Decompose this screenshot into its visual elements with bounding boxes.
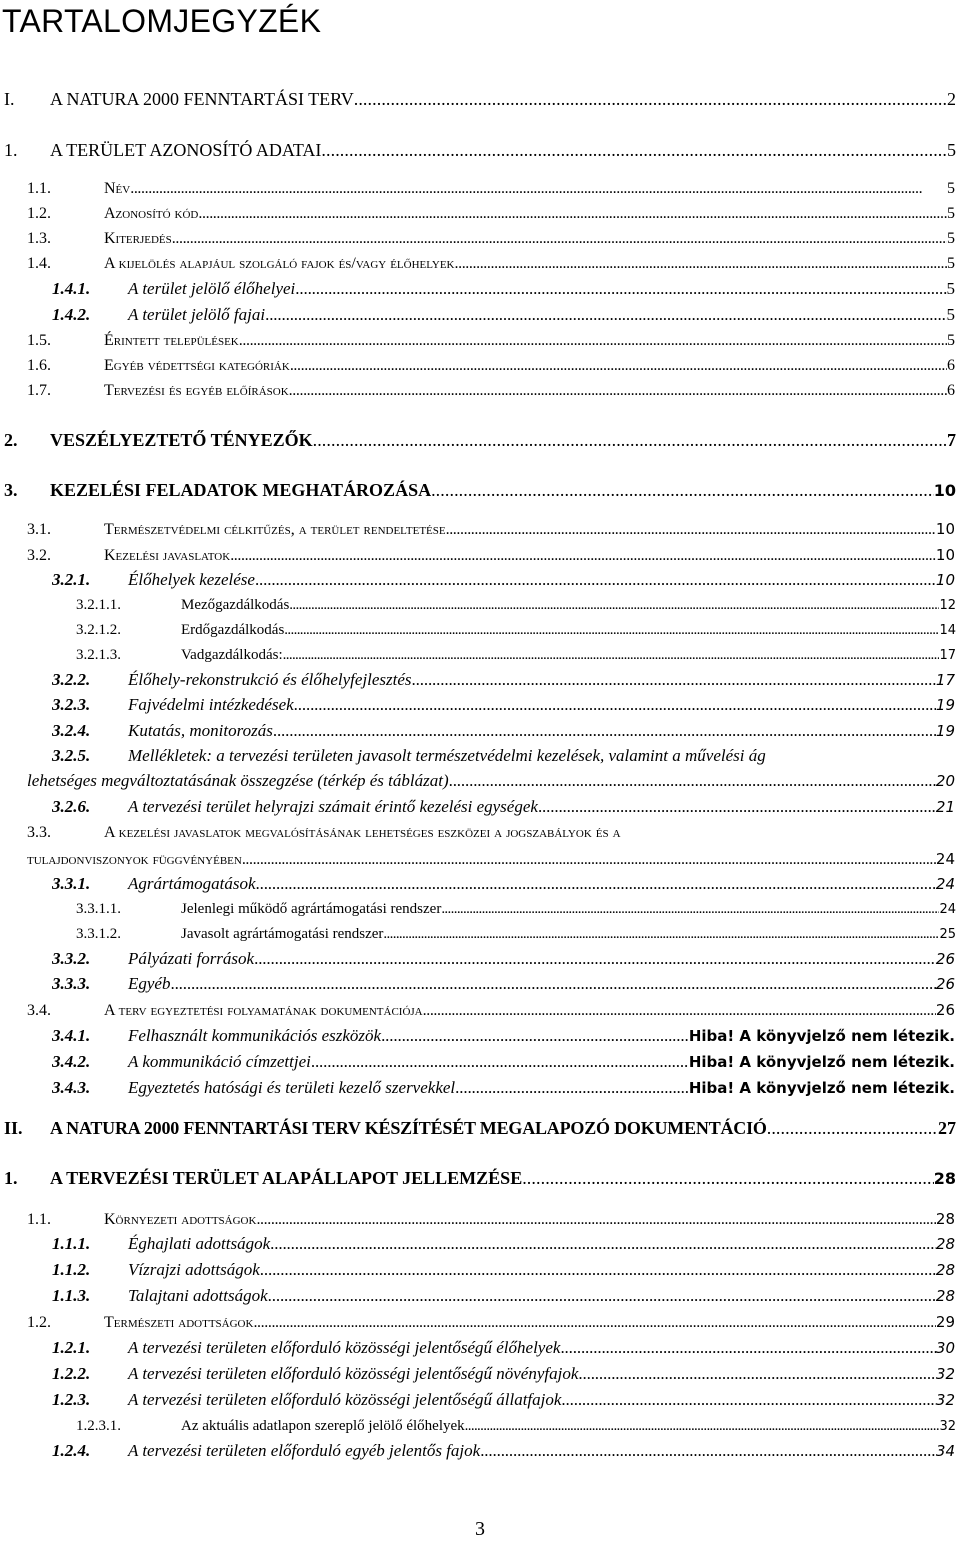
- entry-title: Tervezési és egyéb előírások: [104, 382, 289, 399]
- entry-number: 1.1.: [27, 1211, 51, 1228]
- entry-title: Mellékletek: a tervezési területen javasolt természetvédelmi kezelések, valamint a művelési ág: [128, 746, 766, 765]
- entry-page: 25: [939, 927, 956, 942]
- toc-entry[interactable]: [27, 228, 955, 250]
- toc-entry[interactable]: [27, 848, 955, 870]
- entry-number: 1.4.: [27, 255, 51, 272]
- dot-leader: [256, 1209, 935, 1230]
- entry-number: 3.2.4.: [52, 721, 91, 740]
- entry-number: 1.2.: [27, 1314, 51, 1331]
- entry-number: 3.4.: [27, 1002, 51, 1019]
- entry-page: 19: [935, 696, 955, 714]
- entry-number: 1.1.: [27, 180, 51, 197]
- dot-leader: [423, 1000, 936, 1021]
- entry-page: 5: [947, 180, 955, 197]
- entry-number: 3.2.1.2.: [76, 622, 121, 638]
- dot-leader: [172, 228, 947, 250]
- toc-entry[interactable]: [4, 1117, 956, 1139]
- entry-page: 5: [947, 332, 955, 349]
- entry-number: 3.2.1.3.: [76, 647, 121, 663]
- toc-entry[interactable]: [52, 694, 955, 716]
- entry-number: 3.2.1.: [52, 570, 91, 589]
- entry-title: Azonosító kód: [104, 205, 199, 222]
- entry-number: 3.3.1.: [52, 874, 91, 893]
- toc-entry[interactable]: [76, 1415, 956, 1437]
- entry-page: 6: [947, 382, 955, 399]
- toc-entry[interactable]: [27, 999, 955, 1021]
- entry-number: 3.3.1.1.: [76, 901, 121, 917]
- entry-title: KEZELÉSI FELADATOK MEGHATÁROZÁSA: [50, 480, 432, 500]
- toc-entry[interactable]: [4, 139, 956, 161]
- entry-title: A tervezési területen előforduló közösségi jelentőségű állatfajok: [128, 1390, 562, 1409]
- entry-title: A terület jelölő fajai: [128, 305, 266, 324]
- entry-number: 1.3.: [27, 230, 51, 247]
- entry-number: 1.7.: [27, 382, 51, 399]
- entry-number: 3.: [4, 480, 18, 500]
- entry-title: A tervezési területen előforduló közösségi jelentőségű növényfajok: [128, 1364, 579, 1383]
- toc-entry[interactable]: [27, 203, 955, 225]
- entry-number: 3.3.3.: [52, 974, 91, 993]
- toc-entry[interactable]: [4, 429, 956, 451]
- entry-title: Élőhelyek kezelése: [128, 570, 255, 589]
- entry-title: Kiterjedés: [104, 230, 172, 247]
- entry-title: Egyeztetés hatósági és területi kezelő szervekkel: [128, 1078, 456, 1097]
- toc-entry[interactable]: [52, 304, 955, 326]
- dot-leader: [449, 770, 936, 792]
- entry-page: 5: [947, 140, 956, 160]
- entry-number: 3.2.2.: [52, 670, 91, 689]
- toc-entry[interactable]: [52, 1025, 955, 1047]
- entry-page: 34: [935, 1442, 955, 1460]
- entry-page: 32: [935, 1391, 955, 1409]
- entry-number: 3.1.: [27, 521, 51, 538]
- entry-title: Élőhely-rekonstrukció és élőhelyfejlesztés: [128, 670, 412, 689]
- entry-title: A NATURA 2000 FENNTARTÁSI TERV: [50, 89, 354, 109]
- entry-number: 3.2.6.: [52, 797, 91, 816]
- entry-title: Felhasznált kommunikációs eszközök: [128, 1026, 382, 1045]
- toc-entry[interactable]: [52, 569, 955, 591]
- entry-page: 5: [947, 230, 955, 247]
- entry-number: 1.5.: [27, 332, 51, 349]
- toc-entry[interactable]: [4, 88, 956, 110]
- entry-page: 32: [935, 1365, 955, 1383]
- entry-page: 17: [935, 671, 955, 689]
- bookmark-error: Hiba! A könyvjelző nem létezik.: [688, 1079, 955, 1097]
- entry-number: 3.4.2.: [52, 1052, 91, 1071]
- dot-leader: [254, 948, 936, 970]
- entry-title: A TERÜLET AZONOSÍTÓ ADATAI: [50, 140, 322, 160]
- entry-number: 1.: [4, 1168, 18, 1188]
- toc-entry[interactable]: [52, 973, 955, 995]
- entry-number: 1.1.3.: [52, 1286, 91, 1305]
- toc-entry[interactable]: [52, 278, 955, 300]
- dot-leader: [283, 644, 940, 666]
- entry-page: 19: [935, 722, 955, 740]
- entry-number: 3.4.3.: [52, 1078, 91, 1097]
- toc-entry[interactable]: [52, 669, 955, 691]
- entry-title: Erdőgazdálkodás: [181, 622, 285, 638]
- entry-number: 3.2.3.: [52, 695, 91, 714]
- entry-number: 1.1.2.: [52, 1260, 91, 1279]
- toc-entry[interactable]: [27, 380, 955, 402]
- entry-number: 1.6.: [27, 357, 51, 374]
- toc-entry-first-line[interactable]: [27, 822, 621, 844]
- entry-number: 3.2.: [27, 547, 51, 564]
- entry-page: 28: [933, 1169, 956, 1188]
- entry-title: A kijelölés alapjául szolgáló fajok és/vagy élőhelyek: [104, 255, 455, 272]
- toc-entry[interactable]: [52, 1285, 955, 1307]
- entry-title: Mezőgazdálkodás: [181, 597, 290, 613]
- toc-entry[interactable]: [52, 1259, 955, 1281]
- entry-page: 20: [935, 772, 955, 790]
- entry-page: 10: [935, 571, 955, 589]
- toc-entry[interactable]: [52, 1389, 955, 1411]
- toc-entry[interactable]: [27, 544, 955, 566]
- entry-page: 7: [947, 430, 956, 450]
- entry-title: A terv egyeztetési folyamatának dokumentációja: [104, 1002, 423, 1019]
- entry-number: 2.: [4, 430, 18, 450]
- entry-title: Fajvédelmi intézkedések: [128, 695, 294, 714]
- dot-leader: [273, 720, 936, 742]
- entry-number: 1.2.: [27, 205, 51, 222]
- entry-page: 24: [935, 850, 955, 868]
- entry-number: 3.3.: [27, 824, 51, 841]
- toc-entry[interactable]: [76, 923, 956, 945]
- entry-page: 27: [938, 1118, 956, 1138]
- dot-leader: [412, 669, 936, 691]
- entry-title: Természeti adottságok: [104, 1314, 254, 1331]
- entry-page: 2: [947, 89, 956, 109]
- entry-number: 1.: [4, 140, 18, 160]
- entry-number: 1.2.3.1.: [76, 1418, 121, 1434]
- dot-leader: [198, 203, 947, 225]
- dot-leader: [578, 1363, 936, 1385]
- entry-title: Pályázati források: [128, 949, 255, 968]
- entry-number: 1.1.1.: [52, 1234, 91, 1253]
- entry-title: Jelenlegi működő agrártámogatási rendszer: [181, 901, 442, 917]
- entry-title: A NATURA 2000 FENNTARTÁSI TERV KÉSZÍTÉSÉT MEGALAPOZÓ DOKUMENTÁCIÓ: [50, 1118, 767, 1138]
- entry-number: 3.2.5.: [52, 746, 91, 765]
- dot-leader: [239, 330, 947, 352]
- entry-page: 5: [947, 205, 955, 222]
- dot-leader: [265, 304, 946, 326]
- dot-leader: [289, 380, 947, 402]
- entry-title: Talajtani adottságok: [128, 1286, 268, 1305]
- dot-leader: [441, 898, 939, 920]
- entry-title: A kommunikáció címzettjei: [128, 1052, 311, 1071]
- entry-title: Az aktuális adatlapon szereplő jelölő élőhelyek: [181, 1418, 465, 1434]
- entry-number: 3.3.2.: [52, 949, 91, 968]
- entry-title: Természetvédelmi célkitűzés, a terület rendeltetése: [104, 521, 446, 538]
- dot-leader: [255, 569, 936, 591]
- entry-number: II.: [4, 1118, 23, 1138]
- toc-entry[interactable]: [76, 898, 956, 920]
- entry-page: 29: [935, 1313, 955, 1331]
- entry-title: A terület jelölő élőhelyei: [128, 279, 296, 298]
- dot-leader: [480, 1440, 936, 1462]
- entry-page: 26: [935, 1001, 955, 1019]
- dot-leader: [270, 1233, 936, 1255]
- toc-entry[interactable]: [27, 178, 955, 200]
- toc-entry[interactable]: [52, 873, 955, 895]
- entry-page: 26: [935, 950, 955, 968]
- entry-number: 3.3.1.2.: [76, 926, 121, 942]
- dot-leader: [284, 619, 939, 641]
- dot-leader: [253, 1312, 935, 1333]
- entry-page: 32: [939, 1419, 956, 1434]
- dot-leader: [431, 479, 934, 501]
- toc-entry[interactable]: [52, 1233, 955, 1255]
- entry-title: Éghajlati adottságok: [128, 1234, 271, 1253]
- dot-leader: [230, 545, 936, 566]
- entry-page: 5: [946, 279, 955, 298]
- entry-page: 5: [946, 305, 955, 324]
- toc-entry[interactable]: [76, 619, 956, 641]
- dot-leader: [455, 253, 948, 275]
- entry-title: Egyéb védettségi kategóriák: [104, 357, 290, 374]
- toc-entry[interactable]: [52, 1363, 955, 1385]
- entry-page: 17: [939, 648, 956, 663]
- entry-title: Környezeti adottságok: [104, 1211, 257, 1228]
- dot-leader: [290, 355, 947, 377]
- entry-title: A tervezési területen előforduló egyéb jelentős fajok: [128, 1441, 481, 1460]
- entry-page: 12: [939, 598, 956, 613]
- entry-title: A tervezési területen előforduló közösségi jelentőségű élőhelyek: [128, 1338, 561, 1357]
- toc-entry[interactable]: [4, 1167, 956, 1189]
- dot-leader: [522, 1167, 934, 1189]
- entry-number: I.: [4, 89, 15, 109]
- entry-page: 10: [933, 481, 956, 500]
- toc-entry[interactable]: [27, 1208, 955, 1230]
- dot-leader: [465, 1415, 940, 1437]
- toc-entry[interactable]: [52, 1051, 955, 1073]
- dot-leader: [354, 88, 947, 110]
- entry-page: 6: [947, 357, 955, 374]
- toc-entry[interactable]: [52, 720, 955, 742]
- entry-number: 1.4.1.: [52, 279, 91, 298]
- entry-page: 28: [935, 1235, 955, 1253]
- page-number: 3: [475, 1518, 485, 1540]
- entry-number: 1.2.1.: [52, 1338, 91, 1357]
- dot-leader: [321, 139, 947, 161]
- entry-page: 10: [935, 520, 955, 538]
- entry-title: Kezelési javaslatok: [104, 547, 231, 564]
- entry-title: VESZÉLYEZTETŐ TÉNYEZŐK: [50, 430, 313, 450]
- dot-leader: [767, 1117, 938, 1139]
- toc-entry[interactable]: [27, 355, 955, 377]
- entry-page: 28: [935, 1261, 955, 1279]
- toc-entry[interactable]: [76, 644, 956, 666]
- dot-leader: [289, 594, 939, 616]
- toc-entry[interactable]: [52, 1337, 955, 1359]
- toc-title: TARTALOMJEGYZÉK: [2, 3, 322, 39]
- entry-title: Név: [104, 180, 131, 197]
- dot-leader: [381, 1025, 689, 1047]
- toc-entry[interactable]: [52, 796, 955, 818]
- entry-number: 3.2.1.1.: [76, 597, 121, 613]
- entry-page: 24: [939, 902, 956, 917]
- dot-leader: [268, 1285, 936, 1307]
- entry-page: 28: [935, 1287, 955, 1305]
- entry-page: 21: [935, 798, 955, 816]
- entry-title: A kezelési javaslatok megvalósításának lehetséges eszközei a jogszabályok és a: [104, 824, 621, 841]
- entry-title: Javasolt agrártámogatási rendszer: [181, 926, 384, 942]
- entry-title-continued: tulajdonviszonyok függvényében: [27, 851, 242, 868]
- toc-entry-first-line[interactable]: [52, 745, 766, 767]
- dot-leader: [560, 1337, 935, 1359]
- entry-page: 10: [935, 546, 955, 564]
- entry-title: A TERVEZÉSI TERÜLET ALAPÁLLAPOT JELLEMZÉSE: [50, 1168, 523, 1188]
- dot-leader: [538, 796, 936, 818]
- entry-title: Egyéb: [128, 974, 171, 993]
- entry-title: Agrártámogatások: [128, 874, 256, 893]
- toc-entry[interactable]: [52, 1077, 955, 1099]
- dot-leader: [295, 278, 946, 300]
- dot-leader: [446, 519, 936, 540]
- dot-leader: [294, 694, 936, 716]
- bookmark-error: Hiba! A könyvjelző nem létezik.: [688, 1027, 955, 1045]
- entry-number: 3.4.1.: [52, 1026, 91, 1045]
- toc-entry[interactable]: [52, 1440, 955, 1462]
- entry-page: 28: [935, 1210, 955, 1228]
- toc-entry[interactable]: [27, 770, 955, 792]
- entry-title: Érintett települések: [104, 332, 239, 349]
- entry-number: 1.2.2.: [52, 1364, 91, 1383]
- entry-number: 1.4.2.: [52, 305, 91, 324]
- dot-leader: [313, 429, 947, 451]
- entry-page: 14: [939, 623, 956, 638]
- entry-number: 1.2.3.: [52, 1390, 91, 1409]
- toc-entry[interactable]: [27, 518, 955, 540]
- entry-title: Kutatás, monitorozás: [128, 721, 273, 740]
- toc-entry[interactable]: [27, 1311, 955, 1333]
- dot-leader: [561, 1389, 935, 1411]
- toc-entry[interactable]: [76, 594, 956, 616]
- entry-page: 24: [935, 875, 955, 893]
- entry-number: 1.2.4.: [52, 1441, 91, 1460]
- toc-entry[interactable]: [52, 948, 955, 970]
- bookmark-error: Hiba! A könyvjelző nem létezik.: [688, 1053, 955, 1071]
- dot-leader: [130, 178, 947, 200]
- dot-leader: [311, 1051, 689, 1073]
- entry-title: Vízrajzi adottságok: [128, 1260, 260, 1279]
- dot-leader: [256, 873, 936, 895]
- entry-page: 26: [935, 975, 955, 993]
- toc-entry[interactable]: [27, 253, 955, 275]
- entry-page: 5: [947, 255, 955, 272]
- dot-leader: [260, 1259, 936, 1281]
- entry-title: Vadgazdálkodás:: [181, 647, 283, 663]
- entry-title-continued: lehetséges megváltoztatásának összegzése (térkép és táblázat): [27, 771, 449, 790]
- entry-page: 30: [935, 1339, 955, 1357]
- toc-entry[interactable]: [4, 479, 956, 501]
- dot-leader: [383, 923, 939, 945]
- entry-title: A tervezési terület helyrajzi számait érintő kezelési egységek: [128, 797, 538, 816]
- dot-leader: [242, 849, 936, 870]
- dot-leader: [455, 1077, 689, 1099]
- dot-leader: [170, 973, 935, 995]
- toc-entry[interactable]: [27, 330, 955, 352]
